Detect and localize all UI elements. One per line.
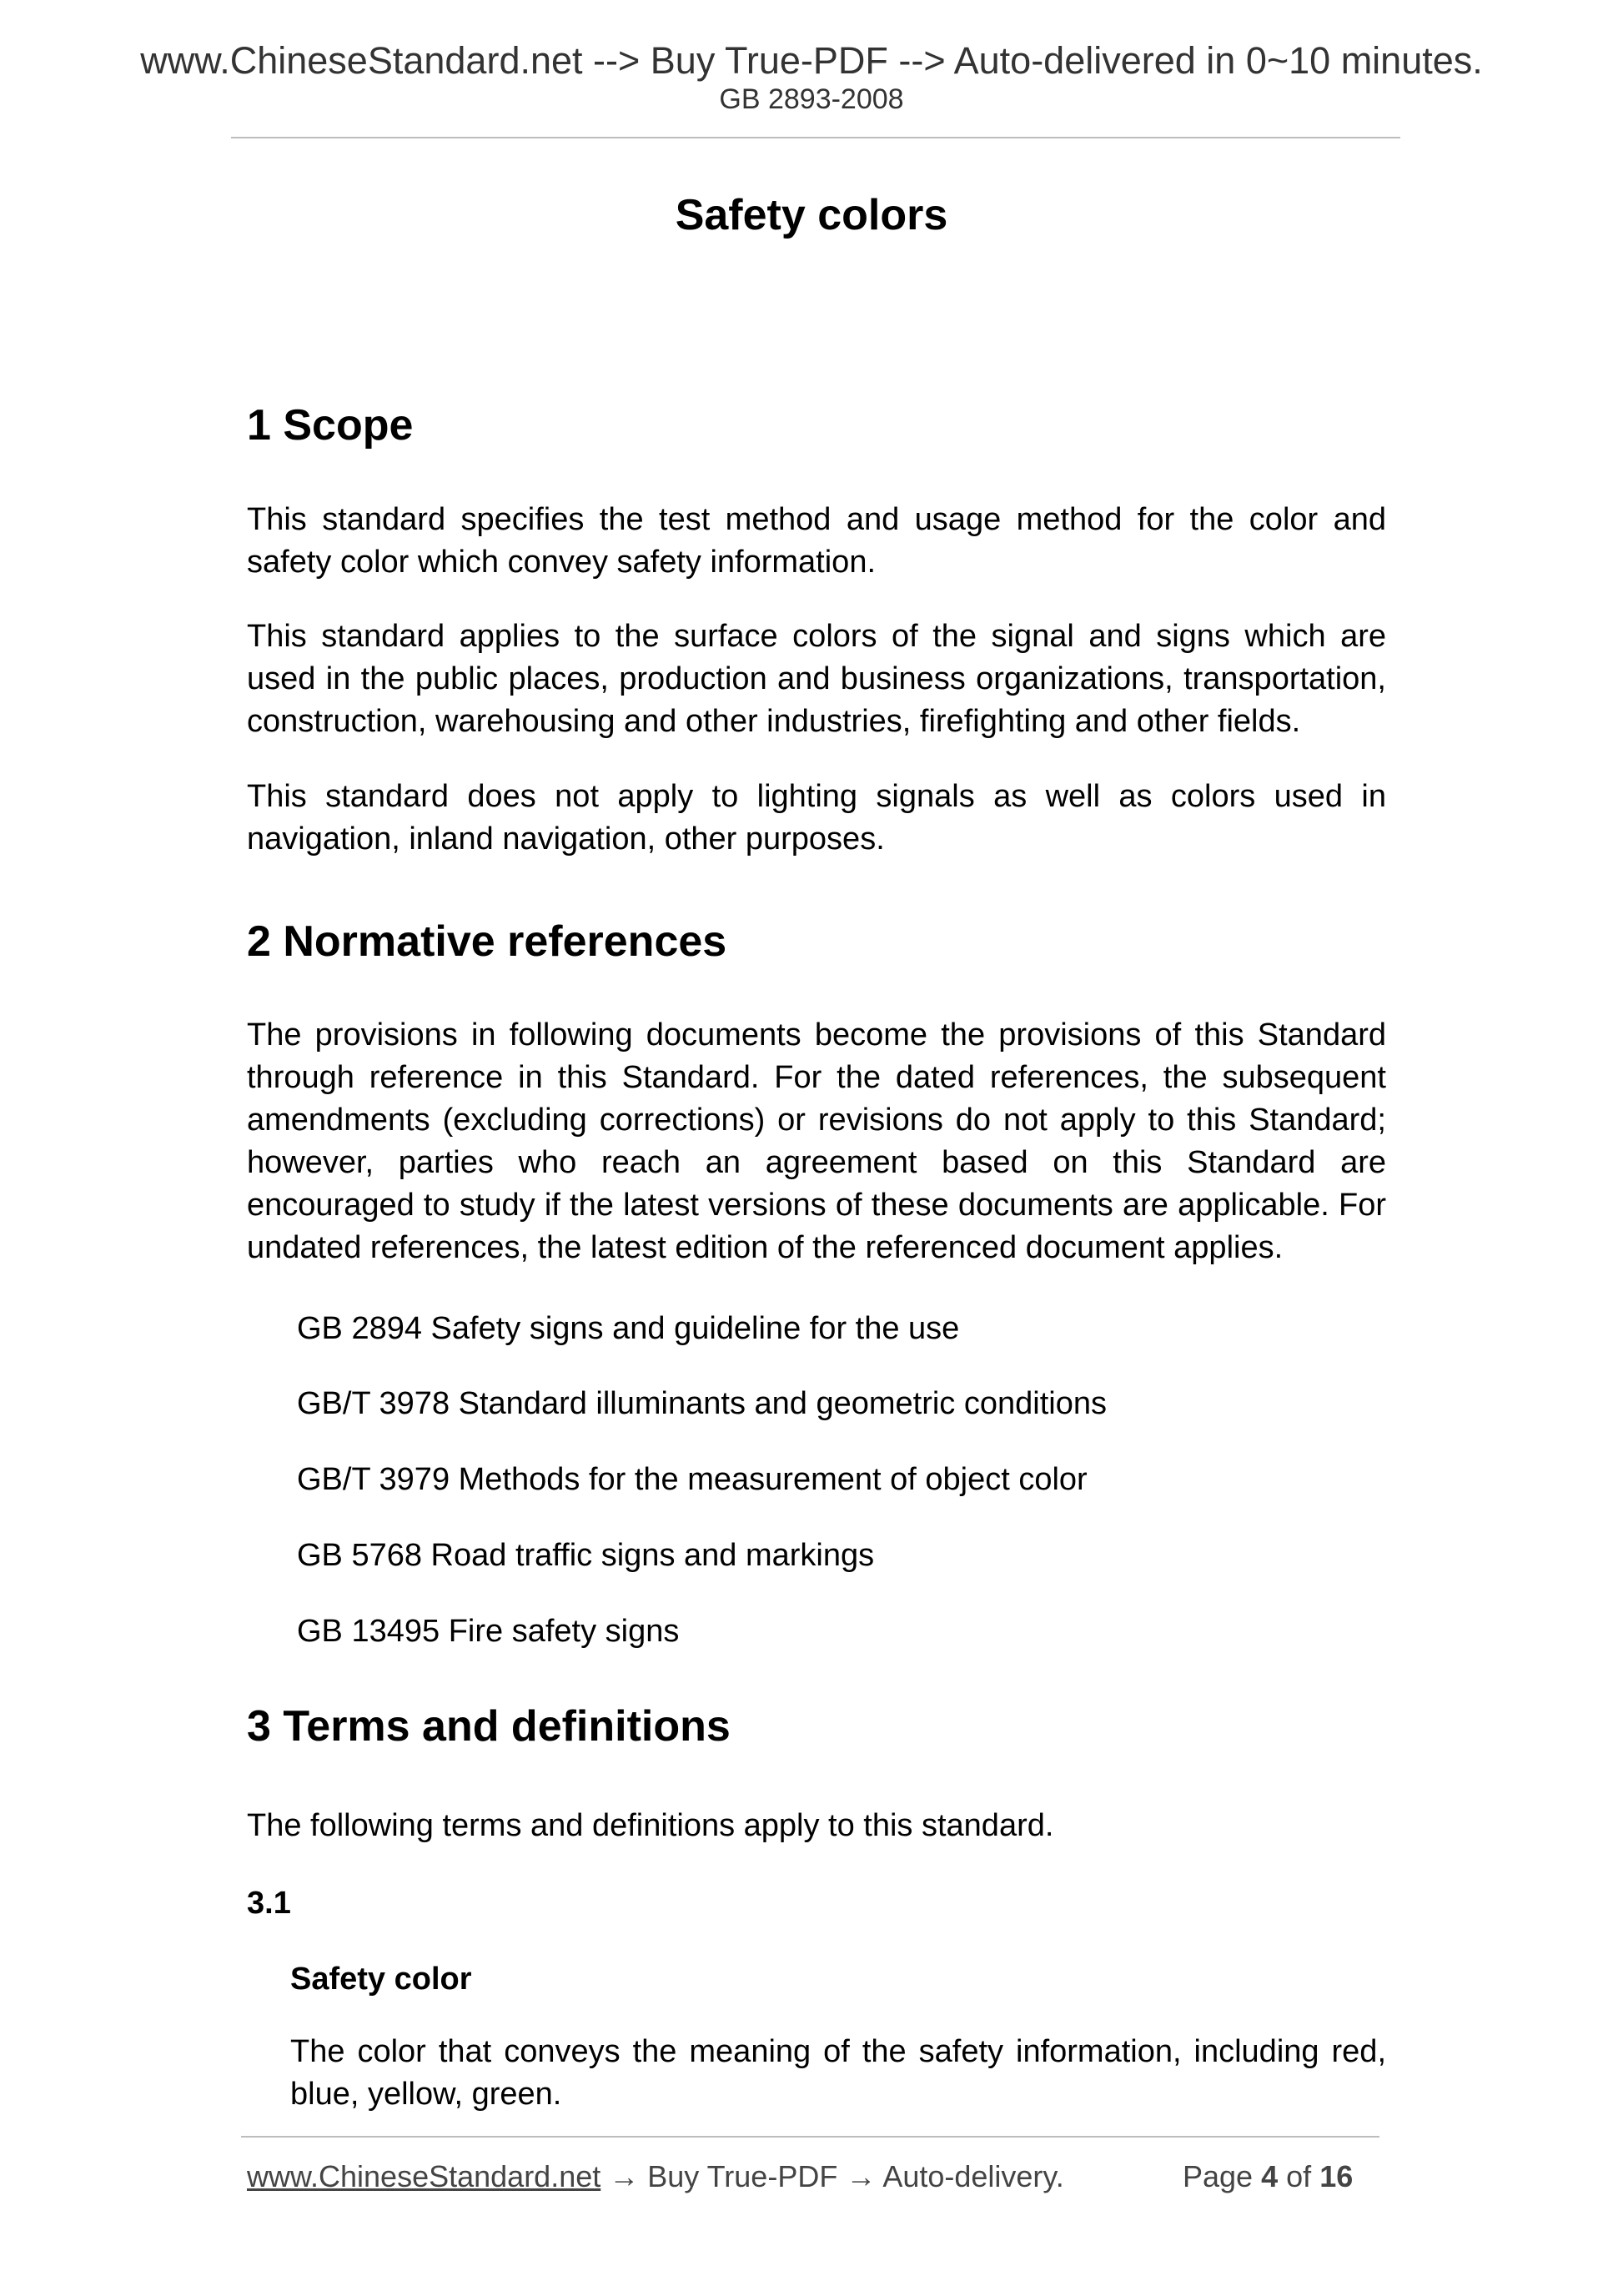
header-banner: www.ChineseStandard.net --> Buy True-PDF --> Auto-delivered in 0~10 minutes. [140,39,1483,82]
header-divider [231,137,1400,138]
footer-tagline: → Buy True-PDF → Auto-delivery. [600,2159,1064,2193]
page-of: of [1286,2159,1312,2193]
reference-item: GB/T 3978 Standard illuminants and geometric conditions [297,1386,1107,1421]
reference-item: GB 5768 Road traffic signs and markings [297,1538,875,1573]
page-current: 4 [1261,2159,1279,2193]
normative-paragraph: The provisions in following documents become the provisions of this Standard through reference in this Standard. For the dated references, the subsequent amendments (excluding corrections) or revisions do not apply to this Standard; however, parties who reach an agreement based on this Standard are encouraged to study if the latest versions of these documents are applicable. For undated references, the latest edition of the referenced document applies. [247,1017,1386,1265]
terms-intro: The following terms and definitions apply to this standard. [247,1808,1054,1843]
term-definition: The color that conveys the meaning of the safety information, including red, blue, yellow, green. [290,2034,1386,2112]
term-name: Safety color [290,1962,472,1997]
section-heading-normative-references: 2 Normative references [247,917,727,966]
scope-paragraph: This standard applies to the surface colors of the signal and signs which are used in the public places, production and business organizations, transportation, construction, warehousing and other industries, firefighting and other fields. [247,619,1386,739]
page-total: 16 [1319,2159,1354,2193]
footer-site-link[interactable]: www.ChineseStandard.net [247,2159,601,2193]
term-number: 3.1 [247,1886,291,1921]
document-title: Safety colors [675,191,948,239]
page-label: Page [1183,2159,1254,2193]
scope-paragraph: This standard specifies the test method and usage method for the color and safety color which convey safety information. [247,502,1386,580]
page-number [1183,2159,1354,2193]
section-heading-scope: 1 Scope [247,401,414,450]
section-heading-terms-definitions: 3 Terms and definitions [247,1702,731,1751]
footer-left-text [247,2159,1064,2193]
footer-divider [241,2136,1379,2138]
reference-item: GB/T 3979 Methods for the measurement of object color [297,1462,1088,1497]
reference-item: GB 2894 Safety signs and guideline for the use [297,1311,960,1346]
header-doc-id: GB 2893-2008 [719,83,904,115]
reference-item: GB 13495 Fire safety signs [297,1614,680,1649]
scope-paragraph: This standard does not apply to lighting signals as well as colors used in navigation, inland navigation, other purposes. [247,779,1386,857]
